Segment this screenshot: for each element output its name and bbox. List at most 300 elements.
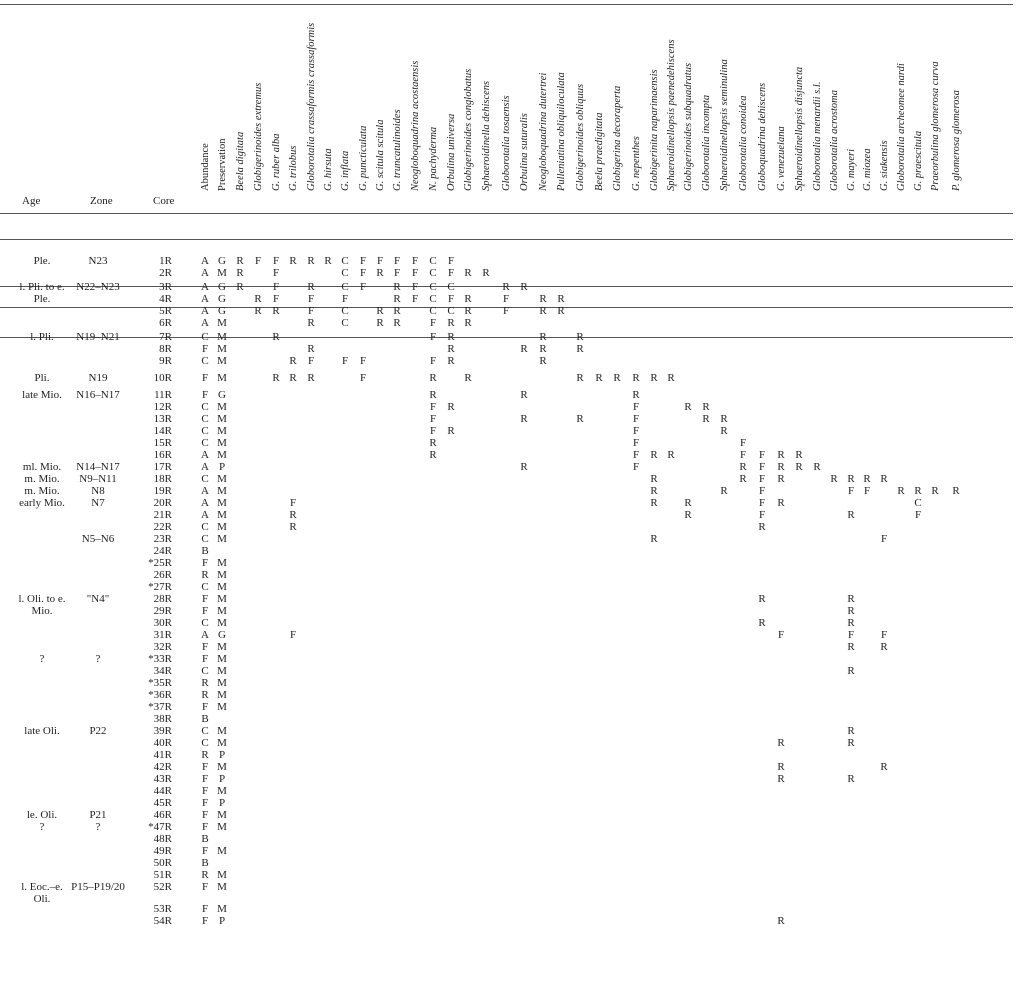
core-label: *36R (148, 689, 172, 701)
core-header: Core (153, 195, 175, 207)
age-label: m. Mio. (24, 485, 60, 497)
core-label: 21R (153, 509, 172, 521)
core-label: 44R (153, 785, 172, 797)
occurrence-cell: B (201, 833, 209, 845)
occurrence-cell: B (201, 545, 209, 557)
age-label: ? (39, 653, 45, 665)
occurrence-cell: M (217, 593, 227, 605)
column-header: Globorotalia conoidea (738, 95, 749, 191)
occurrence-cell: R (952, 485, 960, 497)
occurrence-cell: R (667, 449, 675, 461)
core-label: 13R (153, 413, 172, 425)
occurrence-cell: M (217, 821, 227, 833)
core-label: 15R (153, 437, 172, 449)
occurrence-cell: F (758, 485, 766, 497)
column-header: G. ruber alba (271, 133, 282, 191)
occurrence-cell: F (201, 797, 209, 809)
occurrence-cell: M (217, 413, 227, 425)
core-label: 12R (153, 401, 172, 413)
occurrence-cell: R (393, 305, 401, 317)
occurrence-cell: R (520, 281, 528, 293)
occurrence-cell: R (236, 281, 244, 293)
occurrence-cell: F (201, 915, 209, 927)
occurrence-cell: R (289, 521, 297, 533)
occurrence-cell: R (539, 355, 547, 367)
column-header: G. puncticulata (358, 125, 369, 191)
occurrence-cell: A (201, 461, 209, 473)
zone-label: N16–N17 (76, 389, 120, 401)
occurrence-cell: C (201, 355, 209, 367)
core-label: 18R (153, 473, 172, 485)
core-label: 48R (153, 833, 172, 845)
column-header: Globigerinoides subquadratus (683, 62, 694, 191)
occurrence-cell: F (429, 331, 437, 343)
occurrence-cell: R (254, 305, 262, 317)
occurrence-cell: F (880, 533, 888, 545)
occurrence-cell: F (289, 629, 297, 641)
occurrence-cell: R (502, 281, 510, 293)
core-label: 42R (153, 761, 172, 773)
occurrence-cell: R (307, 281, 315, 293)
occurrence-cell: M (217, 355, 227, 367)
occurrence-cell: R (847, 605, 855, 617)
core-label: 39R (153, 725, 172, 737)
occurrence-cell: F (411, 255, 419, 267)
column-header: Beela digitata (235, 131, 246, 191)
header-rule (0, 213, 1013, 214)
occurrence-cell: R (464, 305, 472, 317)
occurrence-cell: F (201, 593, 209, 605)
occurrence-cell: A (201, 449, 209, 461)
occurrence-cell: P (218, 773, 226, 785)
column-header: Globigerina decoraperta (612, 85, 623, 191)
core-label: *35R (148, 677, 172, 689)
core-label: 4R (159, 293, 172, 305)
column-header: Globigerinoides obliquus (575, 83, 586, 191)
core-label: 5R (159, 305, 172, 317)
column-header: Abundance (200, 143, 211, 191)
core-label: 2R (159, 267, 172, 279)
column-header: Praeorbulina glomerosa curva (930, 61, 941, 191)
occurrence-cell: R (576, 413, 584, 425)
occurrence-cell: R (520, 413, 528, 425)
occurrence-cell: R (520, 389, 528, 401)
occurrence-cell: P (218, 749, 226, 761)
occurrence-cell: M (217, 343, 227, 355)
occurrence-cell: F (201, 845, 209, 857)
core-label: 38R (153, 713, 172, 725)
group-divider (0, 337, 1013, 338)
table-top-rule (0, 4, 1013, 5)
core-label: 11R (154, 389, 172, 401)
core-label: 34R (153, 665, 172, 677)
occurrence-cell: F (847, 485, 855, 497)
core-label: *33R (148, 653, 172, 665)
occurrence-cell: M (217, 785, 227, 797)
occurrence-cell: R (847, 725, 855, 737)
occurrence-cell: C (341, 305, 349, 317)
occurrence-cell: C (201, 437, 209, 449)
occurrence-cell: R (880, 761, 888, 773)
occurrence-cell: F (359, 372, 367, 384)
occurrence-cell: M (217, 869, 227, 881)
occurrence-cell: F (502, 293, 510, 305)
occurrence-cell: M (217, 509, 227, 521)
occurrence-cell: C (201, 665, 209, 677)
occurrence-cell: F (201, 557, 209, 569)
occurrence-cell: R (650, 485, 658, 497)
occurrence-cell: F (632, 425, 640, 437)
occurrence-cell: R (539, 343, 547, 355)
occurrence-cell: C (341, 255, 349, 267)
group-divider (0, 239, 1013, 240)
occurrence-cell: M (217, 401, 227, 413)
occurrence-cell: F (289, 497, 297, 509)
age-label: l. Pli. to e. (19, 281, 65, 293)
occurrence-cell: F (739, 437, 747, 449)
occurrence-cell: G (218, 305, 226, 317)
occurrence-cell: M (217, 473, 227, 485)
occurrence-cell: C (201, 617, 209, 629)
occurrence-cell: R (847, 617, 855, 629)
occurrence-cell: C (447, 305, 455, 317)
occurrence-cell: A (201, 629, 209, 641)
occurrence-cell: C (447, 281, 455, 293)
zone-label: N8 (91, 485, 105, 497)
occurrence-cell: F (201, 343, 209, 355)
occurrence-cell: R (777, 915, 785, 927)
occurrence-cell: C (201, 533, 209, 545)
occurrence-cell: R (201, 749, 209, 761)
occurrence-cell: F (359, 281, 367, 293)
occurrence-cell: R (307, 317, 315, 329)
occurrence-cell: R (307, 343, 315, 355)
occurrence-cell: F (758, 449, 766, 461)
occurrence-cell: F (847, 629, 855, 641)
column-header: Neogloboquadrina dutertrei (538, 72, 549, 191)
occurrence-cell: R (447, 425, 455, 437)
column-header: G. venezuelana (776, 126, 787, 191)
occurrence-cell: R (393, 317, 401, 329)
occurrence-cell: R (847, 509, 855, 521)
occurrence-cell: F (341, 355, 349, 367)
core-label: *47R (148, 821, 172, 833)
core-label: 20R (153, 497, 172, 509)
core-label: 19R (153, 485, 172, 497)
occurrence-cell: F (632, 401, 640, 413)
occurrence-cell: F (272, 267, 280, 279)
occurrence-cell: R (720, 425, 728, 437)
age-label: Mio. (31, 605, 53, 617)
occurrence-cell: A (201, 281, 209, 293)
occurrence-cell: R (777, 497, 785, 509)
occurrence-cell: R (520, 461, 528, 473)
occurrence-cell: M (217, 317, 227, 329)
occurrence-cell: R (576, 343, 584, 355)
column-header: Preservation (217, 138, 228, 191)
occurrence-cell: A (201, 267, 209, 279)
core-label: 23R (153, 533, 172, 545)
age-label: l. Oli. to e. (18, 593, 66, 605)
zone-label: N19 (88, 372, 108, 384)
column-header: Globigerinoides extremus (253, 82, 264, 191)
occurrence-cell: R (236, 255, 244, 267)
column-header: P. glomerosa glomerosa (951, 90, 962, 191)
column-header: Beela praedigitata (594, 112, 605, 191)
core-label: 26R (153, 569, 172, 581)
occurrence-cell: R (632, 372, 640, 384)
occurrence-cell: P (218, 797, 226, 809)
column-header: Orbulina universa (446, 113, 457, 191)
occurrence-cell: M (217, 569, 227, 581)
occurrence-cell: R (376, 267, 384, 279)
occurrence-cell: F (632, 413, 640, 425)
occurrence-cell: R (289, 255, 297, 267)
age-label: early Mio. (19, 497, 65, 509)
occurrence-cell: R (758, 593, 766, 605)
occurrence-cell: F (429, 413, 437, 425)
zone-label: P22 (89, 725, 107, 737)
occurrence-cell: R (632, 389, 640, 401)
core-label: 46R (153, 809, 172, 821)
occurrence-cell: M (217, 617, 227, 629)
occurrence-cell: F (632, 461, 640, 473)
column-header: Sphaeroidinellopsis paenedehiscens (666, 39, 677, 191)
core-label: 14R (153, 425, 172, 437)
occurrence-cell: R (720, 485, 728, 497)
occurrence-cell: R (254, 293, 262, 305)
occurrence-cell: F (272, 281, 280, 293)
occurrence-cell: R (847, 641, 855, 653)
occurrence-cell: C (201, 401, 209, 413)
column-header: G. truncatulinoides (392, 109, 403, 191)
column-header: Globorotalia incompta (701, 94, 712, 191)
column-header: G. mayeri (846, 149, 857, 191)
column-header: Globigerinita naparimaensis (649, 69, 660, 191)
occurrence-cell: C (201, 737, 209, 749)
age-label: le. Oli. (26, 809, 58, 821)
occurrence-cell: F (272, 293, 280, 305)
occurrence-cell: M (217, 497, 227, 509)
zone-label: ? (95, 821, 101, 833)
occurrence-cell: R (539, 305, 547, 317)
occurrence-cell: R (613, 372, 621, 384)
occurrence-cell: M (217, 581, 227, 593)
occurrence-cell: R (539, 293, 547, 305)
occurrence-cell: C (201, 425, 209, 437)
occurrence-cell: F (429, 317, 437, 329)
occurrence-cell: F (863, 485, 871, 497)
occurrence-cell: F (201, 641, 209, 653)
occurrence-cell: R (914, 485, 922, 497)
occurrence-cell: R (595, 372, 603, 384)
occurrence-cell: F (307, 293, 315, 305)
occurrence-cell: F (201, 773, 209, 785)
zone-label: N7 (91, 497, 105, 509)
occurrence-cell: R (777, 473, 785, 485)
core-label: 9R (159, 355, 172, 367)
occurrence-cell: R (650, 533, 658, 545)
occurrence-cell: R (464, 372, 472, 384)
core-label: 6R (159, 317, 172, 329)
occurrence-cell: R (650, 372, 658, 384)
occurrence-cell: B (201, 857, 209, 869)
occurrence-cell: R (447, 355, 455, 367)
core-label: 22R (153, 521, 172, 533)
occurrence-cell: F (201, 389, 209, 401)
column-header: Globorotalia acrostoma (829, 89, 840, 191)
occurrence-cell: M (217, 557, 227, 569)
occurrence-cell: M (217, 521, 227, 533)
occurrence-cell: M (217, 701, 227, 713)
occurrence-cell: G (218, 389, 226, 401)
occurrence-cell: M (217, 809, 227, 821)
occurrence-cell: F (201, 809, 209, 821)
occurrence-cell: F (411, 281, 419, 293)
occurrence-cell: R (447, 343, 455, 355)
column-header: G. praescitula (913, 130, 924, 191)
occurrence-cell: F (307, 355, 315, 367)
zone-label: N9–N11 (79, 473, 117, 485)
zone-label: ? (95, 653, 101, 665)
occurrence-cell: R (830, 473, 838, 485)
occurrence-cell: R (702, 413, 710, 425)
occurrence-cell: F (376, 255, 384, 267)
occurrence-cell: R (272, 372, 280, 384)
occurrence-cell: A (201, 293, 209, 305)
column-header: G. trilobus (288, 145, 299, 191)
occurrence-cell: F (201, 372, 209, 384)
core-label: 7R (159, 331, 172, 343)
occurrence-cell: R (880, 473, 888, 485)
occurrence-cell: R (393, 281, 401, 293)
occurrence-cell: F (502, 305, 510, 317)
occurrence-cell: F (272, 255, 280, 267)
occurrence-cell: R (650, 449, 658, 461)
occurrence-cell: R (931, 485, 939, 497)
occurrence-cell: A (201, 255, 209, 267)
occurrence-cell: F (201, 761, 209, 773)
occurrence-cell: R (720, 413, 728, 425)
core-label: 43R (153, 773, 172, 785)
occurrence-cell: R (272, 305, 280, 317)
column-header: Pulleniatina obliquiloculata (556, 72, 567, 191)
occurrence-cell: F (758, 509, 766, 521)
occurrence-cell: M (217, 903, 227, 915)
occurrence-cell: M (217, 737, 227, 749)
core-label: 16R (153, 449, 172, 461)
occurrence-cell: F (254, 255, 262, 267)
core-label: 31R (153, 629, 172, 641)
occurrence-cell: R (557, 305, 565, 317)
core-label: *25R (148, 557, 172, 569)
age-label: Pli. (34, 372, 50, 384)
occurrence-cell: F (447, 267, 455, 279)
occurrence-cell: F (411, 267, 419, 279)
occurrence-cell: R (847, 773, 855, 785)
occurrence-cell: F (758, 497, 766, 509)
occurrence-cell: F (201, 821, 209, 833)
occurrence-cell: R (777, 773, 785, 785)
occurrence-cell: C (914, 497, 922, 509)
occurrence-cell: R (201, 677, 209, 689)
occurrence-cell: F (632, 437, 640, 449)
occurrence-cell: G (218, 629, 226, 641)
column-header: G. nepenthes (631, 136, 642, 191)
age-label: Ple. (33, 293, 51, 305)
occurrence-cell: R (429, 389, 437, 401)
occurrence-cell: M (217, 267, 227, 279)
occurrence-cell: R (813, 461, 821, 473)
occurrence-cell: R (447, 331, 455, 343)
core-label: 3R (159, 281, 172, 293)
occurrence-cell: C (341, 267, 349, 279)
column-header: G. hirsuta (323, 148, 334, 191)
occurrence-cell: R (847, 473, 855, 485)
occurrence-cell: F (201, 903, 209, 915)
occurrence-cell: R (702, 401, 710, 413)
zone-label: N14–N17 (76, 461, 120, 473)
occurrence-cell: R (429, 372, 437, 384)
core-label: 29R (153, 605, 172, 617)
occurrence-cell: P (218, 915, 226, 927)
occurrence-cell: R (557, 293, 565, 305)
occurrence-cell: R (289, 355, 297, 367)
occurrence-cell: F (739, 449, 747, 461)
column-header: Sphaeroidinellopsis disjuncta (794, 66, 805, 191)
occurrence-cell: F (447, 293, 455, 305)
occurrence-cell: P (218, 461, 226, 473)
occurrence-cell: R (307, 255, 315, 267)
zone-label: N22–N23 (76, 281, 120, 293)
occurrence-cell: M (217, 533, 227, 545)
occurrence-cell: C (429, 255, 437, 267)
occurrence-cell: C (341, 281, 349, 293)
occurrence-cell: M (217, 881, 227, 893)
occurrence-cell: M (217, 677, 227, 689)
age-header: Age (22, 195, 41, 207)
column-header: Globorotalia archeomee nardi (896, 63, 907, 191)
occurrence-cell: R (539, 331, 547, 343)
column-header: Globorotalia crassaformis crassaformis (306, 22, 317, 191)
occurrence-cell: R (758, 617, 766, 629)
age-label: l. Eoc.–e. (21, 881, 63, 893)
core-label: 8R (159, 343, 172, 355)
zone-label: N5–N6 (81, 533, 115, 545)
occurrence-cell: R (482, 267, 490, 279)
column-header: Sphaeroidinella dehiscens (481, 80, 492, 191)
occurrence-cell: C (201, 331, 209, 343)
column-header: N. pachyderma (428, 126, 439, 191)
occurrence-cell: R (464, 293, 472, 305)
column-header: G. inflata (340, 150, 351, 191)
occurrence-cell: A (201, 485, 209, 497)
occurrence-cell: R (758, 521, 766, 533)
core-label: 10R (153, 372, 172, 384)
column-header: G. miozea (862, 148, 873, 191)
column-header: Globorotalia menardii s.l. (812, 81, 823, 191)
occurrence-cell: C (201, 581, 209, 593)
occurrence-cell: F (307, 305, 315, 317)
occurrence-cell: R (795, 449, 803, 461)
occurrence-cell: R (576, 331, 584, 343)
column-header: G. scitula scitula (375, 119, 386, 191)
core-label: 1R (159, 255, 172, 267)
age-label: late Oli. (24, 725, 60, 737)
occurrence-cell: F (359, 267, 367, 279)
occurrence-cell: R (464, 317, 472, 329)
core-label: 40R (153, 737, 172, 749)
